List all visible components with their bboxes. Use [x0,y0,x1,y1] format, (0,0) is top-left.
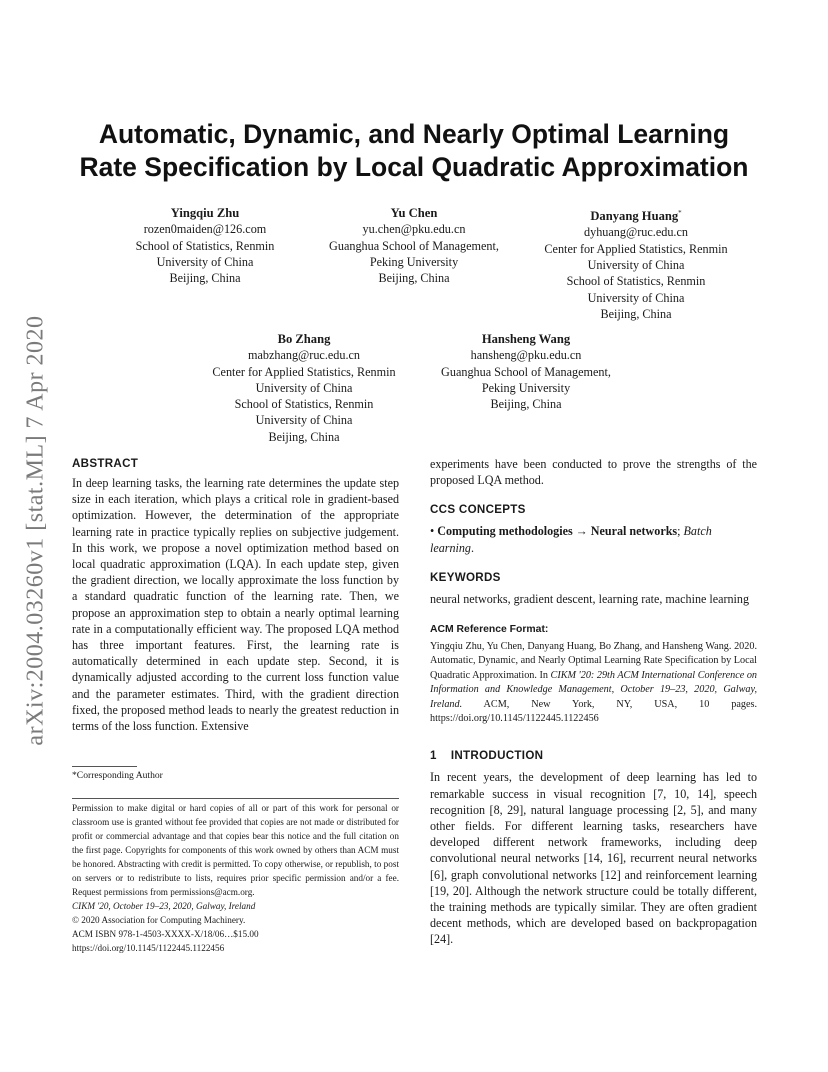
ccs-concepts [430,523,757,555]
permission-block [72,801,399,955]
author-affiliation: School of Statistics, Renmin [135,238,275,253]
right-column [430,456,757,948]
author-affiliation: University of China [255,380,353,395]
acm-ref-heading: ACM Reference Format: [430,624,549,636]
acm-ref-plain: Yingqiu Zhu, Yu Chen, Danyang Huang, Bo Zhang, and Hansheng Wang. 2020. Automatic, Dynamic, and Nearly Optimal Learning Rate Specification by Local Quadratic Approximation. In [430,641,757,681]
ccs-subconcept: Batch learning [430,524,712,555]
permission-rule [72,798,399,799]
introduction-text: In recent years, the development of deep learning has led to remarkable success in visual recognition [7, 10, 14], speech recognition [8, 29], natural language processing [2, 5], and many other fields. For different learning tasks, researchers have developed different network frameworks, including deep convolutional neural networks [14, 16], recurrent neural networks [6], graph convolutional networks [12] and reinforcement learning [19, 20]. Although the network structure could be totally different, the training methods are typically similar. They are often gradient decent methods, which are developed based on backpropagation [24]. [430,770,757,947]
footnote-rule [72,766,137,767]
author-affiliation: School of Statistics, Renmin [234,397,374,412]
author-affiliation: Beijing, China [490,397,562,412]
abstract-heading: ABSTRACT [72,457,139,470]
keywords-text: neural networks, gradient descent, learning rate, machine learning [430,591,750,606]
author-name: Bo Zhang [277,332,331,346]
abstract-text: In deep learning tasks, the learning rate determines the update step size in each iteration, which plays a critical role in gradient-based optimization. However, the determination of the appropriate learning rate in practice typically replies on subjective judgement. In this work, we propose a novel optimization method based on local quadratic approximation (LQA). In each update step, given the gradient direction, we locally approximate the loss function by a standard quadratic function of the learning rate. Then, we propose an approximation step to obtain a nearly optimal learning rate in a computationally efficient way. The proposed LQA method has three important features. First, the learning rate is automatically determined in each update step. Second, it is dynamically adjusted according to the current loss function value and the parameter estimates. Third, with the gradient direction fixed, the proposed method leads to nearly the greatest reduction in terms of the loss function. Extensive [72,476,399,734]
author-affiliation: School of Statistics, Renmin [566,274,706,289]
author-block [95,205,315,286]
author-name: Hansheng Wang [481,332,571,346]
arxiv-id: arXiv:2004.03260v1 [stat.ML] 7 Apr 2020 [22,314,49,746]
title-line-2: Rate Specification by Local Quadratic Approximation [79,152,749,182]
author-affiliation: Beijing, China [600,306,672,321]
section-number: 1 [430,749,437,763]
author-email: rozen0maiden@126.com [143,222,267,237]
author-affiliation: Center for Applied Statistics, Renmin [544,241,728,256]
author-block [415,331,637,412]
ccs-concept: Computing methodologies → Neural networks [437,524,678,539]
paper-title [50,118,778,184]
isbn-line: ACM ISBN 978-1-4503-XXXX-X/18/06…$15.00 [72,929,259,939]
ccs-bullet: • [430,524,435,539]
ccs-separator: ; [677,524,681,539]
author-affiliation: Guanghua School of Management, [329,238,499,253]
author-affiliation: Peking University [369,254,459,269]
author-name: Yingqiu Zhu [170,206,240,220]
acm-ref-venue: CIKM '20: 29th ACM International Conference on Information and Knowledge Management, October 19–23, 2020, Galway, Ireland. [430,669,758,710]
author-email: yu.chen@pku.edu.cn [362,222,466,237]
abstract-section [72,456,399,734]
author-affiliation: Center for Applied Statistics, Renmin [212,364,396,379]
author-affiliation: University of China [587,258,685,273]
author-affiliation: University of China [156,254,254,269]
author-affiliation: University of China [587,290,685,305]
acm-ref-tail: ACM, New York, NY, USA, 10 pages. https://doi.org/10.1145/1122445.1122456 [430,698,757,725]
doi-link[interactable]: https://doi.org/10.1145/1122445.1122456 [72,943,225,953]
author-affiliation: Peking University [481,380,571,395]
title-line-1: Automatic, Dynamic, and Nearly Optimal Learning [98,119,730,149]
permission-text: Permission to make digital or hard copies of all or part of this work for personal or classroom use is granted without fee provided that copies are not made or distributed for profit or commercial advantage and that copies bear this notice and the full citation on the first page. Copyrights for components of this work owned by others than ACM must be honored. Abstracting with credit is permitted. To copy otherwise, or republish, to post on servers or to redistribute to lists, requires prior specific permission and/or a fee. Request permissions from permissions@acm.org. [72,803,399,897]
author-email: dyhuang@ruc.edu.cn [584,225,688,240]
corresponding-marker: * [678,209,682,217]
author-email: mabzhang@ruc.edu.cn [247,348,361,363]
author-name: Danyang Huang* [590,209,682,224]
author-block [192,331,416,445]
acm-ref-text [430,640,757,726]
keywords-heading: KEYWORDS [430,570,501,584]
author-name: Yu Chen [390,206,438,220]
author-affiliation: Guanghua School of Management, [441,364,611,379]
author-block [515,205,757,322]
copyright-line: © 2020 Association for Computing Machinery. [72,915,246,925]
author-affiliation: Beijing, China [169,271,241,286]
conference-line: CIKM '20, October 19–23, 2020, Galway, Ireland [72,901,256,911]
author-affiliation: Beijing, China [268,429,340,444]
author-email: hansheng@pku.edu.cn [470,348,582,363]
section-title: INTRODUCTION [450,749,544,763]
arxiv-stamp [24,290,48,770]
author-block [304,205,524,286]
ccs-end: . [470,540,475,555]
author-affiliation: University of China [255,413,353,428]
author-affiliation: Beijing, China [378,271,450,286]
introduction-heading [430,748,757,764]
abstract-continuation: experiments have been conducted to prove the strengths of the proposed LQA method. [430,457,757,488]
corresponding-author-footnote: *Corresponding Author [72,770,163,781]
ccs-heading: CCS CONCEPTS [430,503,526,517]
